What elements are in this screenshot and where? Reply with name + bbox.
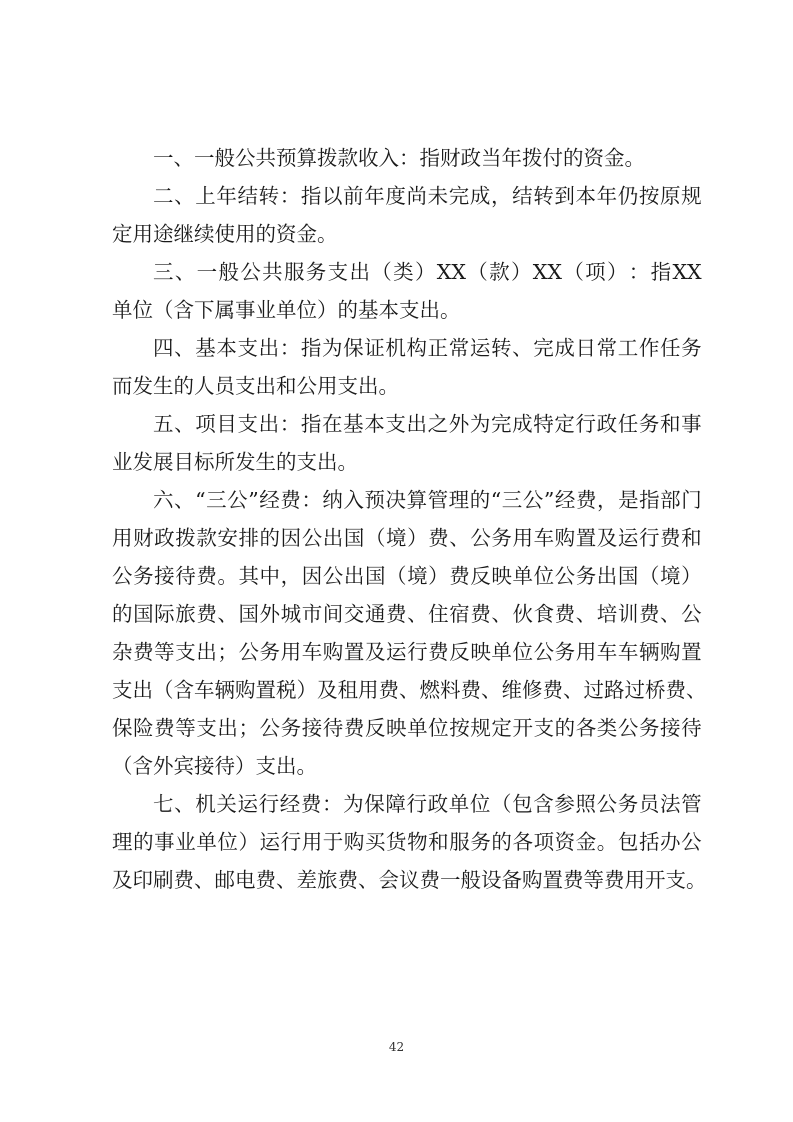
page-number: 42 — [388, 1040, 405, 1054]
text-line: 单位（含下属事业单位）的基本支出。 — [112, 298, 461, 322]
text-line: 的 国 际 旅 费 、 国 外 城 市 间 交 通 费 、 住 宿 费 、 伙 食 费 、 培 训 费 、 公 — [112, 602, 702, 626]
paragraph — [112, 785, 707, 899]
paragraph — [112, 177, 702, 253]
text-line: 公 务 接 待 费 。 其 中 ， 因 公 出 国 （ 境 ） 费 反 映 单 位 公 务 出 国 （ 境 ） — [112, 564, 702, 588]
text-line: 理 的 事 业 单 位 ） 运 行 用 于 购 买 货 物 和 服 务 的 各 项 资 金 。 包 括 办 公 — [112, 830, 702, 854]
text-line: 用 财 政 拨 款 安 排 的 因 公 出 国 （ 境 ） 费 、 公 务 用 车 购 置 及 运 行 费 和 — [112, 526, 702, 550]
text-line: 支 出 （ 含 车 辆 购 置 税 ） 及 租 用 费 、 燃 料 费 、 维 修 费 、 过 路 过 桥 费 、 — [112, 678, 707, 702]
document-body — [112, 139, 707, 899]
text-line: 业发展目标所发生的支出。 — [112, 450, 358, 474]
text-line: 三 、 一 般 公 共 服 务 支 出 （ 类 ） XX （ 款 ） XX （ 项 ） ： 指 XX — [153, 260, 702, 284]
text-line: 一、一般公共预算拨款收入：指财政当年拨付的资金。 — [153, 146, 645, 170]
text-line: 杂 费 等 支 出 ； 公 务 用 车 购 置 及 运 行 费 反 映 单 位 公 务 用 车 车 辆 购 置 — [112, 640, 702, 664]
paragraph — [112, 253, 702, 329]
text-line: 保 险 费 等 支 出 ； 公 务 接 待 费 反 映 单 位 按 规 定 开 支 的 各 类 公 务 接 待 — [112, 716, 702, 740]
text-line: 七 、 机 关 运 行 经 费 ： 为 保 障 行 政 单 位 （ 包 含 参 照 公 务 员 法 管 — [153, 792, 702, 816]
text-line: 六 、 “ 三 公 ” 经 费 ： 纳 入 预 决 算 管 理 的 “ 三 公 ” 经 费 ， 是 指 部 门 — [153, 488, 702, 512]
text-line: 定用途继续使用的资金。 — [112, 222, 338, 246]
text-line: （含外宾接待）支出。 — [112, 754, 317, 778]
text-line: 二 、 上 年 结 转 ： 指 以 前 年 度 尚 未 完 成 ， 结 转 到 本 年 仍 按 原 规 — [153, 184, 702, 208]
text-line: 及印刷费、邮电费、差旅费、会议费一般设备购置费等费用开支。 — [112, 868, 707, 892]
text-line: 四 、 基 本 支 出 ： 指 为 保 证 机 构 正 常 运 转 、 完 成 日 常 工 作 任 务 — [153, 336, 702, 360]
text-line: 五 、 项 目 支 出 ： 指 在 基 本 支 出 之 外 为 完 成 特 定 行 政 任 务 和 事 — [153, 412, 702, 436]
paragraph — [112, 405, 702, 481]
paragraph — [112, 481, 707, 785]
text-line: 而发生的人员支出和公用支出。 — [112, 374, 399, 398]
paragraph — [112, 329, 702, 405]
paragraph — [112, 139, 702, 177]
